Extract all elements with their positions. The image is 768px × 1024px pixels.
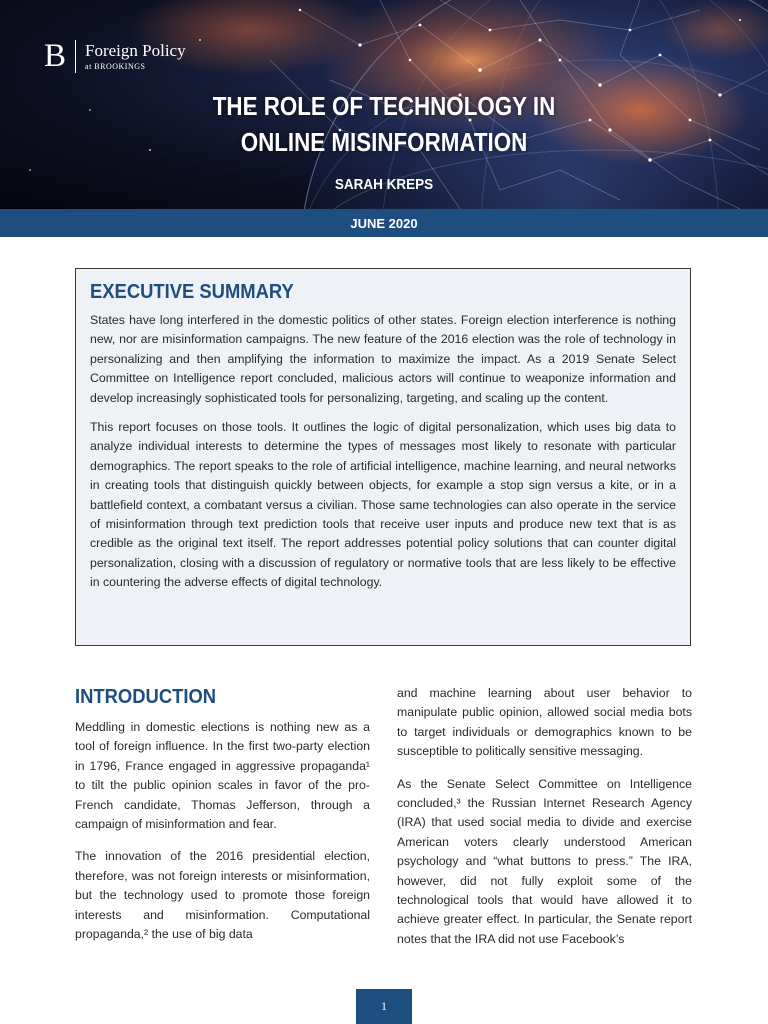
publication-date: JUNE 2020 <box>350 215 418 231</box>
body-paragraph: and machine learning about user behavior to manipulate public opinion, allowed social media bots to target individuals or demographics known to be susceptible to politically sensitive messaging. <box>397 686 692 759</box>
page-number-label: 1 <box>381 999 387 1013</box>
report-title-line-1: THE ROLE OF TECHNOLOGY IN <box>212 91 556 121</box>
page-number <box>356 989 412 1024</box>
introduction-left-column <box>75 684 370 957</box>
report-title <box>54 88 714 160</box>
executive-summary-paragraph: This report focuses on those tools. It outlines the logic of digital personalization, which uses big data to analyze individual interests to determine the types of messages most likely to resonate with particular demographics. The report speaks to the role of artificial intelligence, machine learning, and neural networks in creating tools that distinguish quickly between objects, for example a stop sign versus a kite, or in a battlefield context, a combatant versus a civilian. Those same technologies can also operate in the service of misinformation through text prediction tools that receive user inputs and produce new text that is as credible as the original text itself. The report addresses potential policy solutions that can counter digital personalization, closing with a discussion of regulatory or normative tools that are less likely to be effective in countering the adverse effects of digital technology. <box>90 420 676 590</box>
body-paragraph: As the Senate Select Committee on Intelligence concluded,³ the Russian Internet Research Agency (IRA) that used social media to divide and exercise American voters clearly understood American psychology and “what buttons to press.” The IRA, however, did not fully exploit some of the technological tools that would have allowed it to achieve greater effect. In particular, the Senate report notes that the IRA did not use Facebook’s <box>397 776 692 946</box>
executive-summary-paragraph: States have long interfered in the domestic politics of other states. Foreign election interference is nothing new, nor are misinformation campaigns. The new feature of the 2016 election was the role of technology in personalizing and then amplifying the information to maximize the impact. As a 2019 Senate Select Committee on Intelligence report concluded, malicious actors will continue to weaponize information and develop increasingly sophisticated tools for personalizing, targeting, and scaling up the content. <box>90 313 676 405</box>
header-banner <box>0 0 768 209</box>
introduction-right-column <box>397 684 692 962</box>
logo-name: Foreign Policy <box>85 40 186 60</box>
introduction-heading: INTRODUCTION <box>75 686 217 708</box>
logo-mark: B <box>44 40 76 73</box>
executive-summary-heading: EXECUTIVE SUMMARY <box>90 281 294 303</box>
body-paragraph: The innovation of the 2016 presidential election, therefore, was not foreign interests or misinformation, but the technology used to promote those foreign interests and misinformation. Computational propaganda,² the use of big data <box>75 849 370 942</box>
author-name: SARAH KREPS <box>334 176 434 193</box>
executive-summary-box <box>75 268 691 646</box>
date-bar <box>0 209 768 237</box>
body-paragraph: Meddling in domestic elections is nothing new as a tool of foreign influence. In the first two-party election in 1796, France engaged in aggressive propaganda¹ to tilt the public opinion scales in favor of the pro-French candidate, Thomas Jefferson, through a campaign of misinformation and fear. <box>75 720 370 832</box>
logo-subtitle: at BROOKINGS <box>85 62 146 72</box>
brookings-logo <box>44 40 186 73</box>
report-title-line-2: ONLINE MISINFORMATION <box>240 127 528 157</box>
